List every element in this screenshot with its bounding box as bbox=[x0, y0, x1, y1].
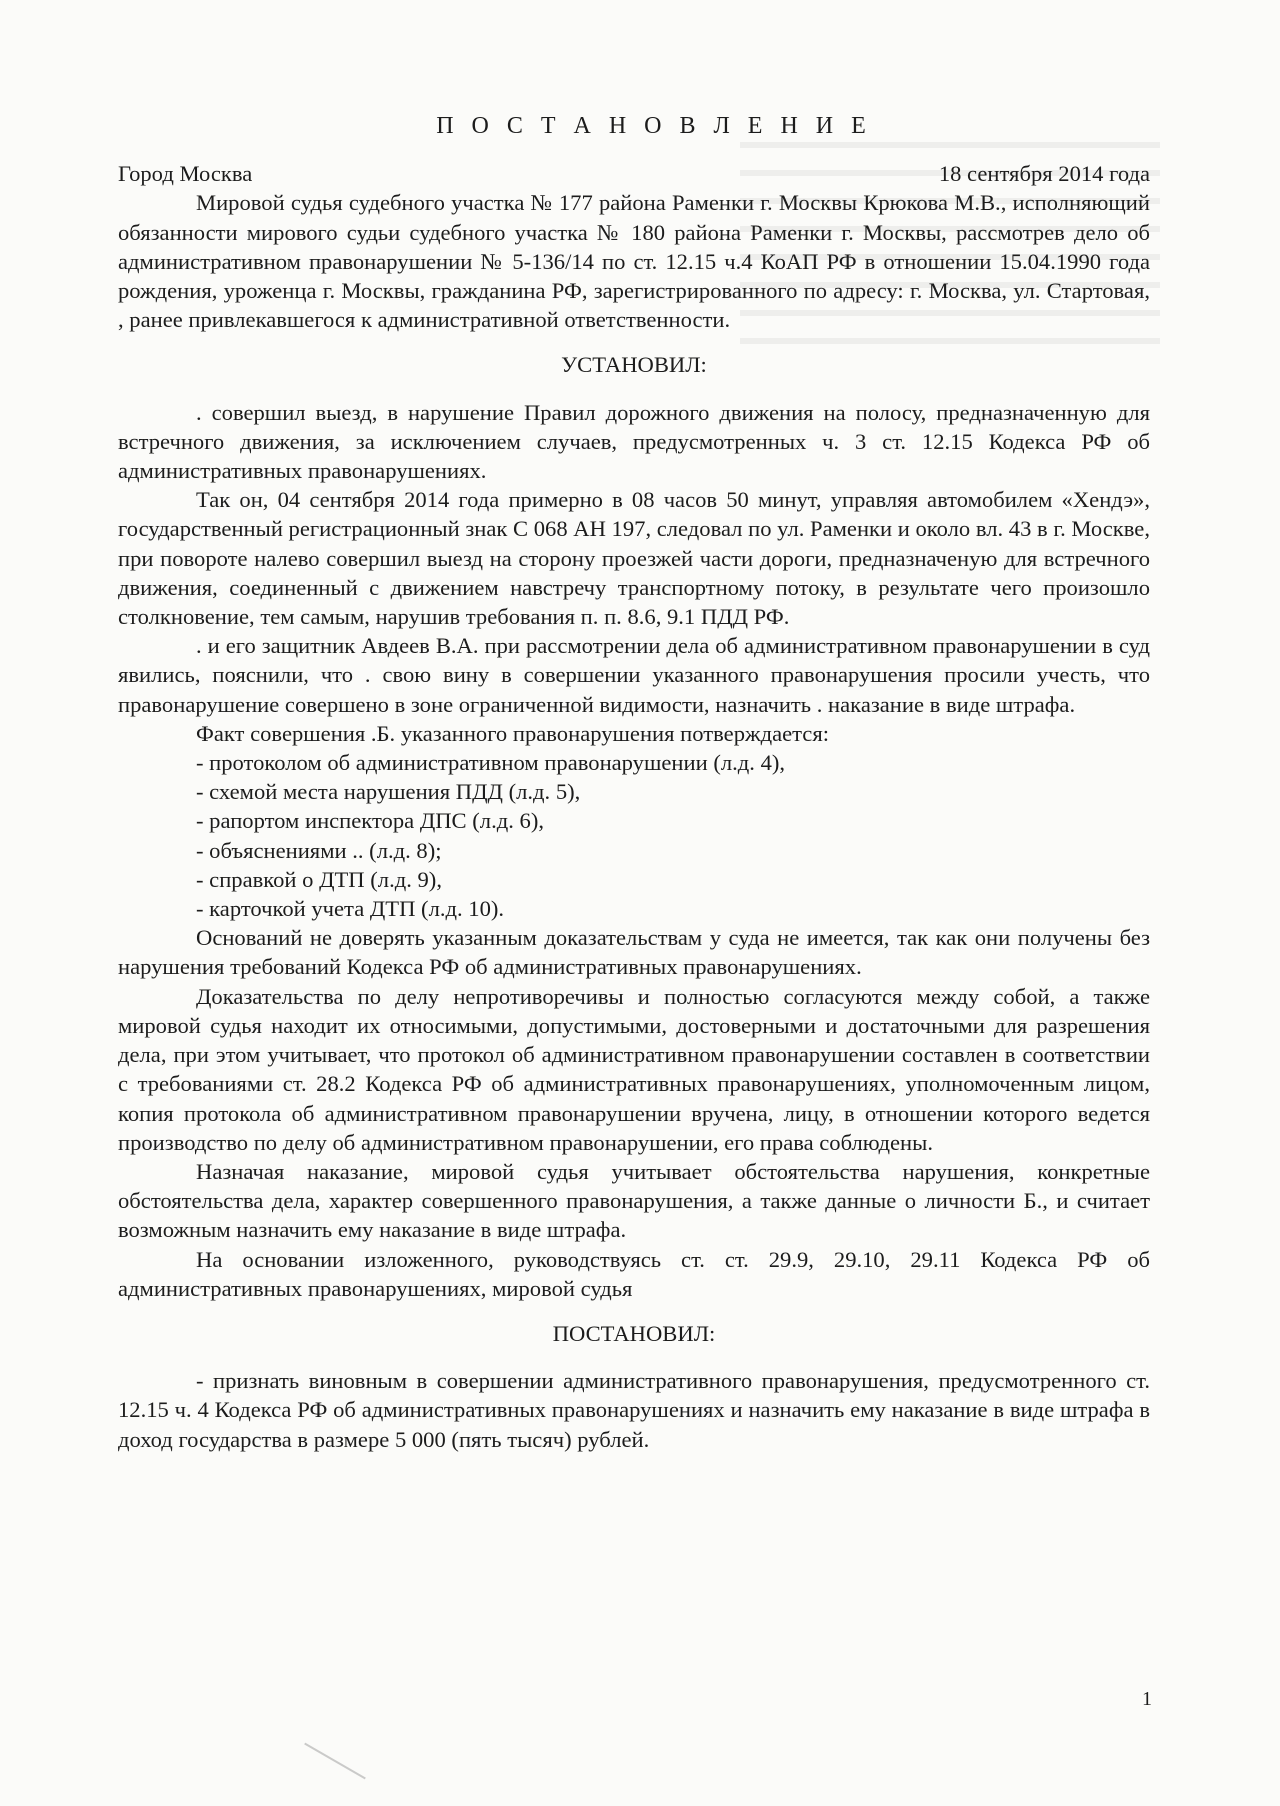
evidence-item: - протоколом об административном правонарушении (л.д. 4), bbox=[196, 750, 786, 776]
intro-paragraph: Мировой судья судебного участка № 177 района Раменки г. Москвы Крюкова М.В., исполняющий обязанности мирового судьи судебного участка № 180 района Раменки г. Москвы, рассмотрев дело об административном правонарушении № 5-136/14 по ст. 12.15 ч.4 КоАП РФ в отношении 15.04.1990 года рождения, уроженца г. Москвы, гражданина РФ, зарегистрированного по адресу: г. Москва, ул. Стартовая, , ранее привлекавшегося к административной ответственности. bbox=[118, 190, 1150, 333]
paragraph-evidence-assessment: Доказательства по делу непротиворечивы и полностью согласуются между собой, а также мировой судья находит их относимыми, допустимыми, достоверными и достаточными для разрешения дела, при этом учитывает, что протокол об административном правонарушении составлен в соответствии с требованиями ст. 28.2 Кодекса РФ об административных правонарушениях, уполномоченным лицом, копия протокола об административном правонарушении вручена, лицу, в отношении которого ведется производство по делу об административном правонарушении, его права соблюдены. bbox=[118, 983, 1150, 1155]
evidence-item: - рапортом инспектора ДПС (л.д. 6), bbox=[196, 808, 544, 834]
document-body bbox=[118, 112, 1150, 1454]
paragraph-trust: Оснований не доверять указанным доказательствам у суда не имеется, так как они получены без нарушения требований Кодекса РФ об административных правонарушениях. bbox=[118, 925, 1150, 980]
evidence-item: - объяснениями .. (л.д. 8); bbox=[196, 837, 442, 863]
page-number: 1 bbox=[1142, 1688, 1152, 1710]
paragraph-circumstances: Так он, 04 сентября 2014 года примерно в 08 часов 50 минут, управляя автомобилем «Хендэ», государственный регистрационный знак С 068 АН 197, следовал по ул. Раменки и около вл. 43 в г. Москве, при повороте налево совершил выезд на сторону проезжей части дороги, предназначеную для встречного движения, соединенный с движением навстречу транспортному потоку, в результате чего произошло столкновение, тем самым, нарушив требования п. п. 8.6, 9.1 ПДД РФ. bbox=[118, 487, 1150, 630]
fact-intro: Факт совершения .Б. указанного правонарушения потверждается: bbox=[196, 720, 829, 746]
document-title: П О С Т А Н О В Л Е Н И Е bbox=[436, 113, 872, 139]
ruling-paragraph: - признать виновным в совершении административного правонарушения, предусмотренного ст. 12.15 ч. 4 Кодекса РФ об административных правонарушениях и назначить ему наказание в виде штрафа в доход государства в размере 5 000 (пять тысяч) рублей. bbox=[118, 1368, 1150, 1452]
evidence-list bbox=[118, 748, 1150, 923]
paragraph-punishment: Назначая наказание, мировой судья учитывает обстоятельства нарушения, конкретные обстоятельства дела, характер совершенного правонарушения, а также данные о личности Б., и считает возможным назначить ему наказание в виде штрафа. bbox=[118, 1158, 1150, 1243]
date: 18 сентября 2014 года bbox=[938, 161, 1150, 187]
evidence-item: - схемой места нарушения ПДД (л.д. 5), bbox=[196, 779, 581, 805]
header-row bbox=[118, 159, 1150, 188]
city: Город Москва bbox=[118, 161, 253, 187]
evidence-item: - карточкой учета ДТП (л.д. 10). bbox=[196, 896, 505, 922]
paragraph-defense: . и его защитник Авдеев В.А. при рассмотрении дела об административном правонарушении в суд явились, пояснили, что . свою вину в совершении указанного правонарушения просили учесть, что правонарушение совершено в зоне ограниченной видимости, назначить . наказание в виде штрафа. bbox=[118, 633, 1150, 717]
section-heading-postanovil: ПОСТАНОВИЛ: bbox=[552, 1320, 716, 1346]
section-heading-ustanovil: УСТАНОВИЛ: bbox=[561, 352, 707, 378]
scan-mark bbox=[304, 1743, 366, 1780]
evidence-item: - справкой о ДТП (л.д. 9), bbox=[196, 866, 442, 892]
paragraph-basis: На основании изложенного, руководствуясь ст. ст. 29.9, 29.10, 29.11 Кодекса РФ об административных правонарушениях, мировой судья bbox=[118, 1246, 1150, 1301]
paragraph-offense: . совершил выезд, в нарушение Правил дорожного движения на полосу, предназначенную для встречного движения, за исключением случаев, предусмотренных ч. 3 ст. 12.15 Кодекса РФ об административных правонарушениях. bbox=[118, 399, 1150, 484]
